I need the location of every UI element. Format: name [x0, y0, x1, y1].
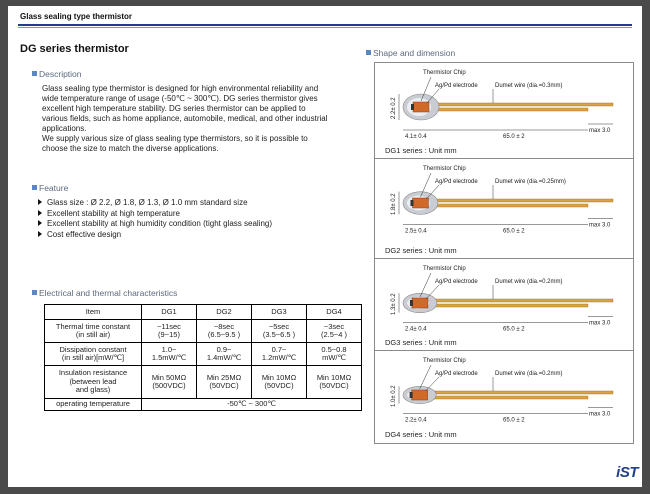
cell-line: Min 50MΩ	[151, 372, 187, 382]
row-label	[45, 343, 142, 366]
table-row	[45, 399, 362, 411]
row-label	[45, 366, 142, 399]
lead-wire-top	[428, 391, 613, 394]
cell-line: 0.9~	[216, 344, 232, 354]
table-cell	[307, 320, 362, 343]
chip-label: Thermistor Chip	[423, 166, 466, 172]
max-label: max 3.0	[589, 222, 611, 229]
wire-label: Dumet wire (dia.=0.25mm)	[495, 179, 566, 185]
cell-line: ~11sec	[157, 321, 181, 331]
feature-item-text: Excellent stability at high humidity condition (tight glass sealing)	[47, 219, 273, 228]
max-label: max 3.0	[589, 128, 611, 134]
heading-marker-icon	[32, 290, 37, 295]
table-cell	[307, 366, 362, 399]
lead-wire-top	[431, 103, 613, 106]
description-heading	[32, 69, 82, 79]
description-heading-text: Description	[39, 69, 82, 79]
feature-heading-text: Feature	[39, 183, 69, 193]
row-label	[45, 320, 142, 343]
column-header: DG4	[307, 305, 362, 320]
row-label-line: Thermal time constant	[55, 321, 131, 331]
table-cell	[142, 343, 197, 366]
bullet-icon	[38, 199, 42, 205]
feature-item-text: Glass size : Ø 2.2, Ø 1.8, Ø 1.3, Ø 1.0 mm standard size	[47, 198, 248, 207]
dg3-drawing	[375, 259, 633, 351]
feature-heading	[32, 183, 68, 193]
wire-label: Dumet wire (dia.=0.2mm)	[495, 279, 563, 285]
dia-label: 2.2± 0.2	[391, 97, 397, 119]
thermistor-chip	[412, 390, 428, 400]
cell-line: 1.2mW/℃	[261, 353, 297, 362]
column-header: Item	[45, 305, 142, 320]
dg1-drawing	[375, 63, 633, 159]
body-length-label: 4.1± 0.4	[405, 134, 427, 140]
description-body	[42, 84, 332, 154]
lead-length-label: 65.0 ± 2	[503, 134, 525, 140]
feature-item-text: Excellent stability at high temperature	[47, 208, 180, 218]
max-label: max 3.0	[589, 320, 611, 327]
feature-list	[38, 198, 272, 240]
body-length-label: 2.4± 0.4	[405, 326, 427, 333]
table-cell	[197, 343, 252, 366]
cell-line: (50VDC)	[319, 381, 349, 390]
electrical-heading	[32, 288, 177, 298]
row-label: operating temperature	[45, 399, 142, 411]
column-header: DG3	[252, 305, 307, 320]
panel-caption: DG1 series : Unit mm	[385, 146, 457, 155]
thermistor-chip	[412, 298, 428, 308]
dia-label: 1.3± 0.2	[391, 293, 397, 315]
dg4-drawing	[375, 351, 633, 443]
electrode-label: Ag/Pd electrode	[435, 279, 478, 285]
dia-label: 1.0± 0.2	[391, 385, 397, 407]
max-label: max 3.0	[589, 411, 611, 418]
description-paragraph: We supply various size of glass sealing type thermistors, so it is possible to choose the size to match the diverse applications.	[42, 134, 308, 153]
cell-line: Min 10MΩ	[316, 372, 352, 382]
feature-item	[38, 198, 272, 209]
lead-wire-top	[430, 199, 613, 202]
cell-line: 1.0~	[161, 344, 177, 354]
electrode	[410, 300, 413, 306]
bullet-icon	[38, 220, 42, 226]
panel-caption: DG3 series : Unit mm	[385, 338, 457, 347]
description-paragraph: Glass sealing type thermistor is designed for high environmental reliability and wide temperature range of usage (-50℃ ~ 300℃). DG series thermistor gives excellent high temperature stability. DG series thermistor can be applied to various fields, such as home appliance, automobile, medical, and other industrial applications.	[42, 84, 328, 133]
bullet-icon	[38, 231, 42, 237]
wire-label: Dumet wire (dia.=0.2mm)	[495, 371, 563, 377]
electrode	[411, 104, 414, 110]
feature-item-text: Cost effective design	[47, 229, 122, 239]
cell-line: ~5sec	[268, 321, 290, 331]
dia-label: 1.8± 0.2	[391, 193, 397, 215]
header-title: Glass sealing type thermistor	[20, 12, 133, 21]
table-cell	[197, 366, 252, 399]
row-label-line: (between lead	[69, 376, 117, 386]
feature-item	[38, 219, 272, 230]
page-title: DG series thermistor	[20, 43, 129, 55]
cell-line: Min 10MΩ	[261, 372, 297, 382]
lead-wire-bottom	[428, 396, 588, 399]
lead-length-label: 65.0 ± 2	[503, 417, 525, 424]
feature-item	[38, 209, 272, 220]
dimension-panel-dg4	[374, 350, 634, 444]
table-cell	[142, 366, 197, 399]
column-header: DG2	[197, 305, 252, 320]
cell-line: (2.5~4 )	[320, 330, 348, 339]
dimension-panel-dg1	[374, 62, 634, 160]
lead-wire-top	[429, 299, 613, 302]
lead-length-label: 65.0 ± 2	[503, 326, 525, 333]
thermistor-chip	[412, 198, 428, 208]
cell-line: (50VDC)	[264, 381, 294, 390]
table-cell	[142, 320, 197, 343]
column-header: DG1	[142, 305, 197, 320]
table-header-row	[45, 305, 362, 320]
heading-marker-icon	[32, 185, 37, 190]
row-label-line: and glass)	[75, 385, 111, 395]
row-label-line: (in still air)	[75, 330, 111, 339]
cell-line: 0.5~0.8	[321, 344, 347, 354]
chip-label: Thermistor Chip	[423, 358, 466, 364]
lead-wire-bottom	[431, 108, 588, 111]
cell-line: (500VDC)	[152, 381, 186, 390]
table-cell	[307, 343, 362, 366]
header-rule	[18, 24, 632, 26]
row-label-line: Dissipation constant	[59, 344, 127, 354]
cell-line: ~8sec	[213, 321, 235, 331]
shape-heading	[366, 48, 455, 58]
shape-heading-text: Shape and dimension	[373, 48, 456, 58]
cell-line: (3.5~6.5 )	[262, 330, 296, 339]
cell-line: (6.5~9.5 )	[207, 330, 241, 339]
chip-leader-line	[420, 273, 431, 297]
header-rule-thin	[18, 27, 632, 28]
row-label-line: (in still air)[mW/℃]	[61, 353, 125, 362]
cell-line: (50VDC)	[209, 381, 239, 390]
cell-line: 0.7~	[271, 344, 287, 354]
table-row	[45, 366, 362, 399]
body-length-label: 2.5± 0.4	[405, 228, 427, 235]
electrode-label: Ag/Pd electrode	[435, 371, 478, 377]
chip-label: Thermistor Chip	[423, 70, 466, 76]
cell-line: 1.5mW/℃	[151, 353, 187, 362]
electrode	[410, 200, 413, 206]
datasheet-page	[8, 6, 642, 487]
electrical-heading-text: Electrical and thermal characteristics	[39, 288, 178, 298]
wire-label: Dumet wire (dia.=0.3mm)	[495, 83, 563, 89]
bullet-icon	[38, 210, 42, 216]
ist-logo: iST	[616, 464, 638, 481]
dimension-panel-dg3	[374, 258, 634, 352]
electrode-leader-line	[426, 377, 439, 391]
lead-wire-bottom	[429, 304, 588, 307]
electrode	[410, 392, 413, 398]
electrode-label: Ag/Pd electrode	[435, 179, 478, 185]
panel-caption: DG2 series : Unit mm	[385, 246, 457, 255]
chip-label: Thermistor Chip	[423, 266, 466, 272]
electrode-label: Ag/Pd electrode	[435, 83, 478, 89]
table-cell	[252, 366, 307, 399]
table-cell	[197, 320, 252, 343]
cell-line: Min 25MΩ	[206, 372, 242, 382]
cell-line: mW/℃	[322, 353, 346, 362]
dg2-drawing	[375, 159, 633, 259]
table-cell: -50℃ ~ 300℃	[142, 399, 362, 411]
heading-marker-icon	[366, 50, 371, 55]
cell-line: ~3sec	[323, 321, 345, 331]
characteristics-table	[44, 304, 362, 411]
feature-item	[38, 230, 272, 241]
chip-leader-line	[420, 365, 431, 389]
body-length-label: 2.2± 0.4	[405, 417, 427, 424]
cell-line: 1.4mW/℃	[206, 353, 242, 362]
thermistor-chip	[413, 102, 429, 112]
cell-line: (9~15)	[158, 330, 180, 339]
table-row	[45, 320, 362, 343]
dimension-panel-dg2	[374, 158, 634, 260]
panel-caption: DG4 series : Unit mm	[385, 430, 457, 439]
table-cell	[252, 320, 307, 343]
table-cell	[252, 343, 307, 366]
heading-marker-icon	[32, 71, 37, 76]
lead-wire-bottom	[430, 204, 588, 207]
lead-length-label: 65.0 ± 2	[503, 228, 525, 235]
row-label-line: Insulation resistance	[58, 368, 128, 378]
table-row	[45, 343, 362, 366]
